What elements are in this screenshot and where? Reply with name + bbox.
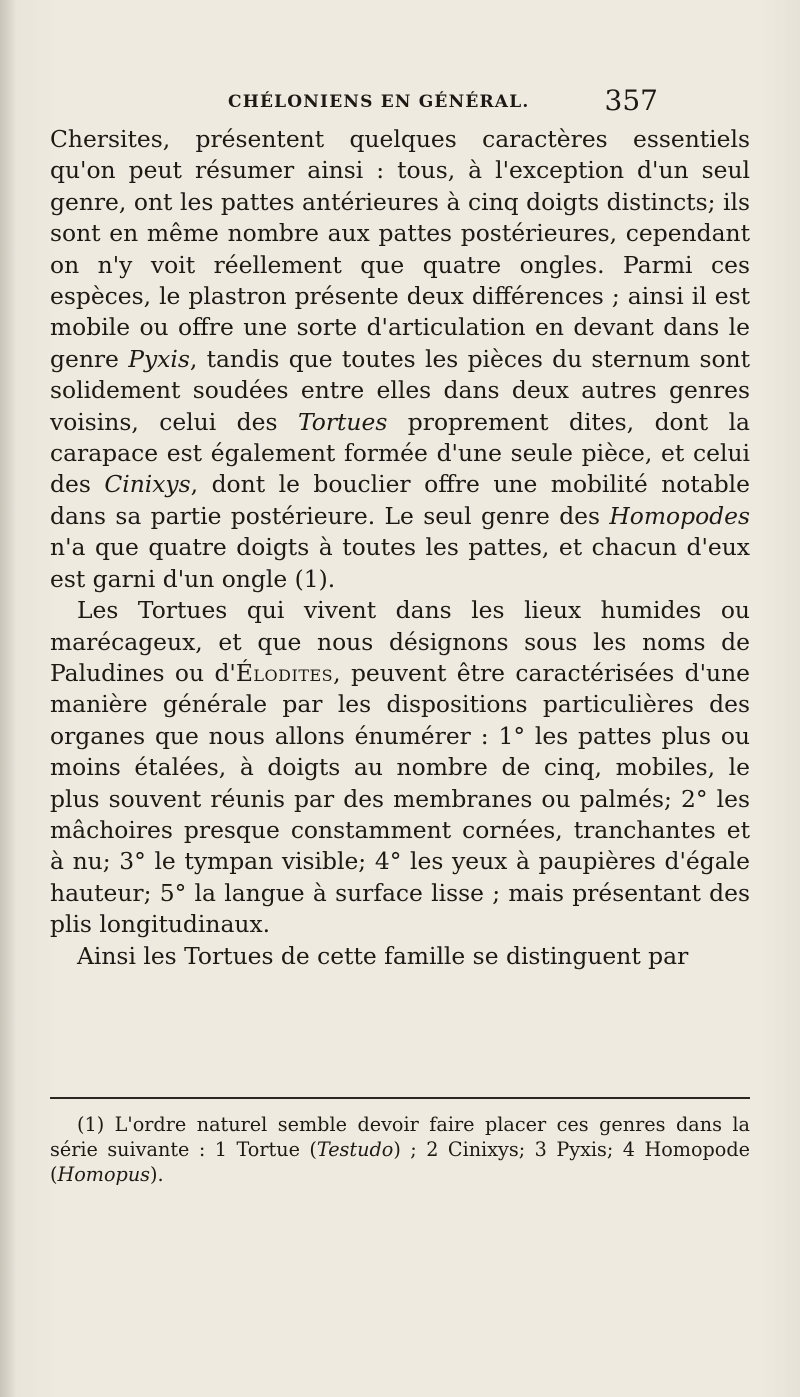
text-run: (1) L'ordre naturel semble devoir faire placer ces genres dans la série suivante : 1 Tortue ( [50,1113,750,1161]
footnote-1 [50,1112,750,1187]
footnote [50,1112,750,1187]
text-run: , dont le bouclier offre une mobilité notable dans sa partie postérieure. Le seul genre des [50,470,750,530]
genus-name: Testudo [316,1138,394,1161]
text-run: Ainsi les Tortues de cette famille se distinguent par [77,941,689,970]
genus-name: Pyxis [128,344,190,373]
text-run: , peuvent être caractérisées d'une manière générale par les dispositions particulières des organes que nous allons énumérer : 1° les pattes plus ou moins étalées, à doigts au nombre de cinq, mobiles, le plus souvent réunis par des membranes ou palmés; 2° les mâchoires presque constamment cornées, tranchantes et à nu; 3° le tympan visible; 4° les yeux à paupières d'égale hauteur; 5° la langue à surface lisse ; mais présentant des plis longitudinaux. [50,658,750,939]
genus-name: Tortues [297,407,388,436]
footnote-rule [50,1097,750,1099]
text-run: ) ; 2 Cinixys; 3 Pyxis; 4 Homopode ( [50,1138,750,1186]
page-header [228,84,658,124]
text-run: n'a que quatre doigts à toutes les pattes, et chacun d'eux est garni d'un ongle (1). [50,533,750,593]
running-title: CHÉLONIENS EN GÉNÉRAL. [228,92,530,112]
text-run: , tandis que toutes les pièces du sternum sont solidement soudées entre elles dans deux autres genres voisins, celui des [50,344,751,436]
main-text [50,124,750,972]
paragraph-1 [50,124,750,595]
text-run: ). [150,1163,164,1186]
paragraph-3 [50,941,750,972]
family-name: Élodites [235,658,334,687]
paragraph-2 [50,595,750,940]
page-number: 357 [604,84,658,117]
text-run: Les Tortues qui vivent dans les lieux humides ou marécageux, et que nous désignons sous les noms de Paludines ou d' [50,596,750,687]
page-gutter [0,0,14,1397]
text-run: proprement dites, dont la carapace est également formée d'une seule pièce, et celui des [50,407,750,499]
genus-name: Homopodes [609,501,750,530]
genus-name: Cinixys [104,470,191,499]
text-run: Chersites, présentent quelques caractères essentiels qu'on peut résumer ainsi : tous, à l'exception d'un seul genre, ont les pattes antérieures à cinq doigts distincts; ils sont en même nombre aux pattes postérieures, cependant on n'y voit réellement que quatre ongles. Parmi ces espèces, le plastron présente deux différences ; ainsi il est mobile ou offre une sorte d'articulation en devant dans le genre [50,125,750,373]
genus-name: Homopus [57,1163,151,1186]
